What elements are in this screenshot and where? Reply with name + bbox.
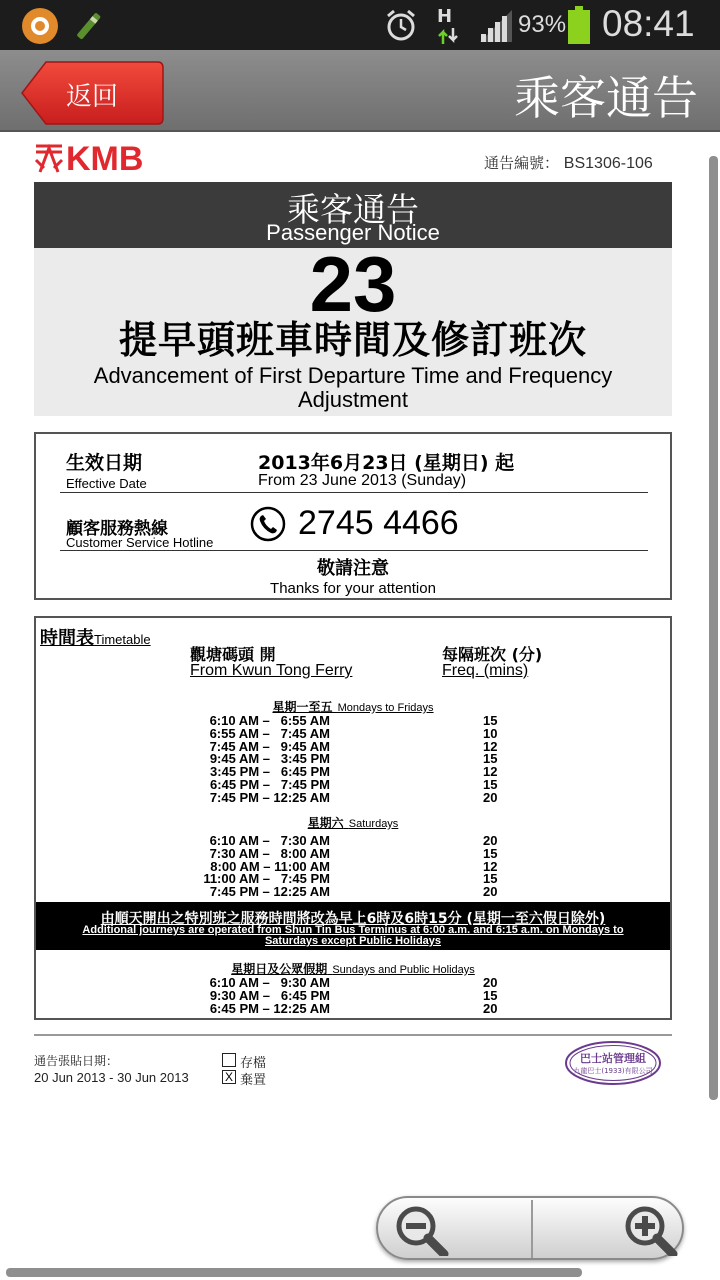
banner-en: Additional journeys are operated from Shun Tin Bus Terminus at 6:00 a.m. and 6:15 a.m. on Mondays to Saturdays except Public Holidays: [82, 924, 624, 947]
saturday-heading-en: Saturdays: [348, 818, 399, 830]
timetable-row: [36, 727, 670, 740]
timetable-heading-zh: 時間表: [40, 628, 94, 649]
page-title: 乘客通告: [514, 71, 698, 125]
timetable-time-range: 9:30 AM – 6:45 PM: [209, 987, 330, 1003]
hotline-number: 2745 4466: [298, 504, 459, 542]
timetable-row: [36, 778, 670, 791]
notice-viewer[interactable]: [0, 134, 720, 1280]
holiday-heading-zh: 星期日及公眾假期: [231, 962, 328, 976]
timetable-frequency: 10: [483, 725, 498, 741]
timetable-frequency: 20: [483, 884, 498, 900]
timetable-time-range: 6:10 AM – 9:30 AM: [209, 975, 330, 990]
from-zh: 觀塘碼頭 開: [190, 645, 276, 664]
vertical-scrollbar[interactable]: [709, 156, 718, 1100]
timetable-time-range: 6:45 PM – 7:45 PM: [210, 776, 330, 792]
notice-number-label: 通告編號：: [484, 154, 560, 172]
zoom-in-button[interactable]: [533, 1198, 684, 1258]
timetable-box: [34, 616, 672, 1020]
kmb-logo: [34, 138, 158, 174]
timetable-time-range: 11:00 AM – 7:45 PM: [203, 871, 330, 887]
timetable-row: [36, 752, 670, 765]
banner-zh: 由順天開出之特別班之服務時間將改為早上6時及6時15分 (星期一至六假日除外): [100, 911, 606, 927]
saturday-rows: [36, 834, 670, 898]
holiday-rows: [36, 976, 670, 1014]
posting-date-label: 通告張貼日期：: [34, 1054, 119, 1068]
zoom-out-icon: [390, 1204, 450, 1256]
stamp-line1: 巴士站管理組: [580, 1052, 646, 1065]
timetable-time-range: 7:45 PM – 12:25 AM: [209, 884, 330, 900]
effective-label-zh: 生效日期: [66, 452, 143, 474]
headline-zh: 提早頭班車時間及修訂班次: [118, 318, 587, 362]
weekday-heading: [36, 696, 670, 715]
alarm-icon: [384, 8, 418, 42]
timetable-row: [36, 740, 670, 753]
cleaner-notification-icon: [74, 10, 104, 40]
notice-number: [484, 152, 653, 173]
action-bar: [0, 50, 720, 132]
weekday-heading-en: Mondays to Fridays: [337, 702, 434, 714]
timetable-frequency: 20: [483, 1000, 498, 1016]
data-arrows-icon: [437, 28, 461, 44]
timetable-time-range: 6:55 AM – 7:45 AM: [209, 725, 330, 741]
zoom-out-button[interactable]: [378, 1198, 531, 1258]
timetable-time-range: 7:45 PM – 12:25 AM: [209, 789, 330, 805]
timetable-frequency: 15: [483, 713, 498, 728]
freq-en: Freq. (mins): [442, 662, 529, 679]
timetable-frequency: 12: [483, 858, 498, 874]
timetable-row: [36, 885, 670, 898]
info-box: [34, 432, 672, 600]
effective-label-en: Effective Date: [66, 476, 147, 491]
timetable-time-range: 7:45 AM – 9:45 AM: [209, 738, 330, 754]
timetable-time-range: 9:45 AM – 3:45 PM: [209, 751, 330, 767]
timetable-row: [36, 1002, 670, 1015]
stamp-line2: 九龍巴士(1933)有限公司: [573, 1067, 653, 1075]
notice-title-zh: 乘客通告: [287, 190, 419, 229]
holiday-heading: [36, 958, 670, 977]
clock: 08:41: [602, 3, 695, 44]
app-notification-icon: [22, 8, 58, 44]
effective-date-en: From 23 June 2013 (Sunday): [258, 472, 467, 489]
kmb-logo-text: KMB: [66, 140, 144, 174]
divider: [60, 492, 648, 493]
back-label: 返回: [66, 82, 119, 112]
timetable-frequency: 12: [483, 738, 498, 754]
headline-en: Advancement of First Departure Time and Frequency Adjustment: [93, 363, 613, 412]
timetable-frequency: 15: [483, 987, 498, 1003]
notice-number-value: BS1306-106: [563, 155, 653, 172]
network-type-icon: [437, 6, 461, 44]
route-number: 23: [309, 240, 397, 328]
timetable-time-range: 6:10 AM – 7:30 AM: [209, 833, 330, 848]
discard-checkbox: X: [222, 1070, 236, 1084]
holiday-heading-en: Sundays and Public Holidays: [332, 964, 475, 976]
timetable-time-range: 6:10 AM – 6:55 AM: [209, 713, 330, 728]
timetable-time-range: 6:45 PM – 12:25 AM: [209, 1000, 330, 1016]
horizontal-scrollbar[interactable]: [6, 1268, 582, 1277]
hotline-label-zh: 顧客服務熱線: [66, 519, 168, 539]
timetable-frequency: 15: [483, 871, 498, 887]
battery-percent: 93%: [518, 11, 567, 38]
phone-icon: [250, 506, 286, 542]
timetable-row: [36, 860, 670, 873]
timetable-heading: [40, 624, 151, 650]
saturday-heading: [36, 812, 670, 831]
status-bar: [0, 0, 720, 50]
divider: [60, 550, 648, 551]
timetable-frequency: 20: [483, 833, 498, 848]
thanks-zh: 敬請注意: [317, 558, 389, 579]
timetable-frequency: 20: [483, 975, 498, 990]
weekday-rows: [36, 714, 670, 804]
battery-icon: [568, 6, 590, 44]
posting-date-range: 20 Jun 2013 - 30 Jun 2013: [34, 1070, 189, 1085]
timetable-row: [36, 847, 670, 860]
weekday-heading-zh: 星期一至五: [272, 700, 333, 714]
timetable-row: [36, 791, 670, 804]
effective-date-zh: 2013年6月23日 (星期日) 起: [258, 452, 515, 474]
hotline-label-en: Customer Service Hotline: [66, 535, 214, 550]
timetable-time-range: 8:00 AM – 11:00 AM: [210, 858, 330, 874]
timetable-time-range: 7:30 AM – 8:00 AM: [209, 845, 330, 861]
archive-checkbox: [222, 1053, 236, 1067]
from-en: From Kwun Tong Ferry: [190, 662, 353, 679]
timetable-frequency: 20: [483, 789, 498, 805]
notice-document: [0, 134, 706, 1134]
timetable-frequency: 15: [483, 776, 498, 792]
thanks-en: Thanks for your attention: [270, 580, 436, 597]
zoom-in-icon: [619, 1204, 679, 1256]
signal-icon: [478, 10, 514, 42]
timetable-frequency: 15: [483, 845, 498, 861]
timetable-row: [36, 872, 670, 885]
timetable-row: [36, 714, 670, 727]
timetable-frequency: 15: [483, 751, 498, 767]
timetable-row: [36, 976, 670, 989]
headline-panel: [34, 240, 672, 416]
timetable-row: [36, 989, 670, 1002]
timetable-row: [36, 765, 670, 778]
timetable-row: [36, 834, 670, 847]
special-service-banner: [36, 902, 670, 950]
notice-title-banner: [34, 182, 672, 248]
archive-label: 存檔: [240, 1056, 267, 1071]
freq-zh: 每隔班次 (分): [442, 645, 543, 664]
notice-title-en: Passenger Notice: [266, 220, 440, 245]
network-type-label: H: [437, 6, 453, 27]
back-button[interactable]: [20, 60, 164, 126]
saturday-heading-zh: 星期六: [307, 816, 344, 830]
bus-stop-management-stamp: [564, 1040, 662, 1086]
zoom-controls: [376, 1196, 684, 1260]
timetable-frequency: 12: [483, 764, 498, 780]
timetable-heading-en: Timetable: [94, 632, 151, 647]
discard-label: 棄置: [240, 1073, 267, 1088]
divider: [34, 1034, 672, 1036]
timetable-time-range: 3:45 PM – 6:45 PM: [210, 764, 330, 780]
